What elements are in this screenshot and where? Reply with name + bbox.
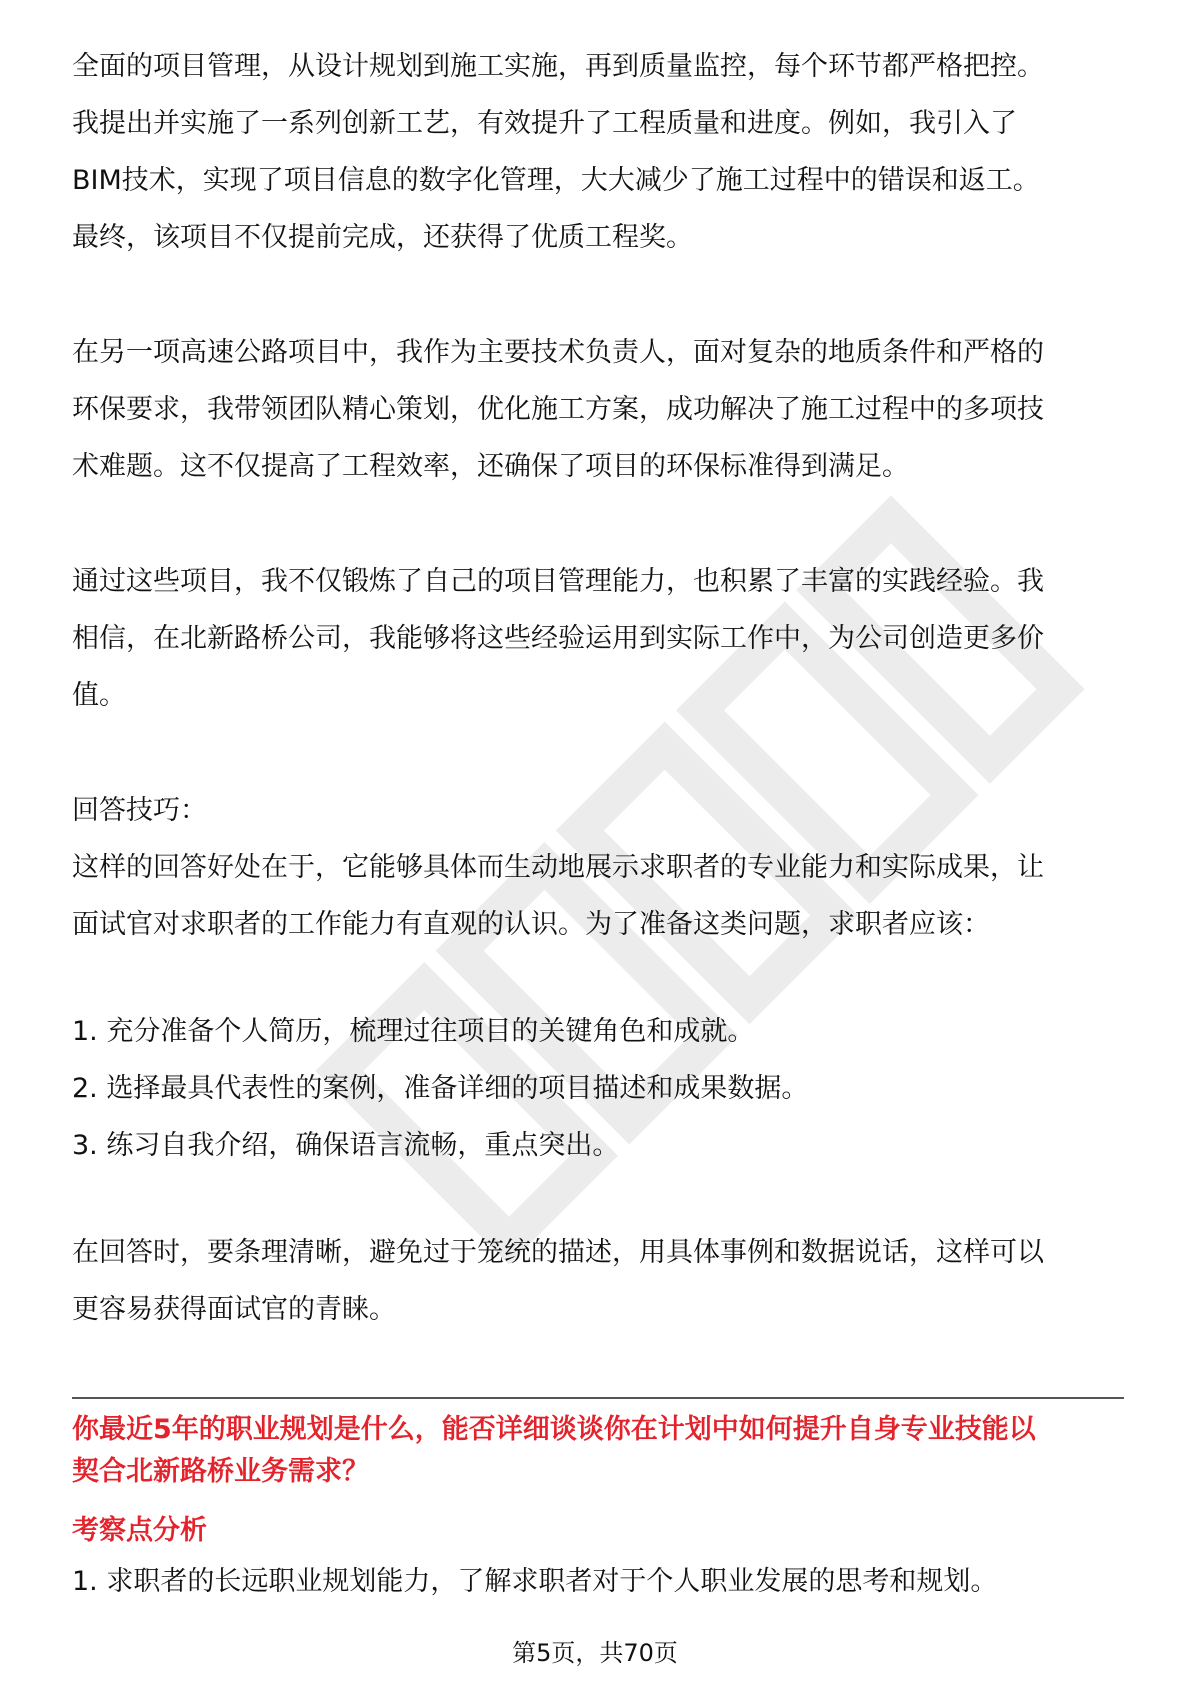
text-line: 更容易获得面试官的青睐。 xyxy=(72,1294,396,1325)
text-line: 这样的回答好处在于，它能够具体而生动地展示求职者的专业能力和实际成果，让 xyxy=(72,852,1044,883)
paragraph-highway-project xyxy=(72,324,1132,495)
analysis-item: 1. 求职者的长远职业规划能力，了解求职者对于个人职业发展的思考和规划。 xyxy=(72,1566,998,1597)
list-item: 1. 充分准备个人简历，梳理过往项目的关键角色和成就。 xyxy=(72,1016,755,1047)
paragraph-experience-summary xyxy=(72,553,1132,724)
text-line: BIM技术，实现了项目信息的数字化管理，大大减少了施工过程中的错误和返工。 xyxy=(72,165,1040,196)
text-line: 值。 xyxy=(72,680,126,711)
paragraph-closing xyxy=(72,1224,1132,1338)
text-line: 在另一项高速公路项目中，我作为主要技术负责人，面对复杂的地质条件和严格的 xyxy=(72,337,1044,368)
list-item: 3. 练习自我介绍，确保语言流畅，重点突出。 xyxy=(72,1130,620,1161)
text-line: 在回答时，要条理清晰，避免过于笼统的描述，用具体事例和数据说话，这样可以 xyxy=(72,1237,1044,1268)
text-line: 环保要求，我带领团队精心策划，优化施工方案，成功解决了施工过程中的多项技 xyxy=(72,394,1044,425)
paragraph-project-management xyxy=(72,38,1132,266)
list-item: 2. 选择最具代表性的案例，准备详细的项目描述和成果数据。 xyxy=(72,1073,809,1104)
text-line: 相信，在北新路桥公司，我能够将这些经验运用到实际工作中，为公司创造更多价 xyxy=(72,623,1044,654)
text-line: 通过这些项目，我不仅锻炼了自己的项目管理能力，也积累了丰富的实践经验。我 xyxy=(72,566,1044,597)
tips-list xyxy=(72,1003,1132,1174)
section-divider xyxy=(72,1397,1124,1399)
text-line: 我提出并实施了一系列创新工艺，有效提升了工程质量和进度。例如，我引入了 xyxy=(72,108,1017,139)
interview-question xyxy=(72,1409,1132,1493)
body-content xyxy=(72,38,1132,1338)
text-line: 最终，该项目不仅提前完成，还获得了优质工程奖。 xyxy=(72,222,693,253)
text-line: 全面的项目管理，从设计规划到施工实施，再到质量监控，每个环节都严格把控。 xyxy=(72,51,1044,82)
analysis-heading: 考察点分析 xyxy=(72,1515,207,1546)
question-line: 契合北新路桥业务需求？ xyxy=(72,1456,369,1487)
paragraph-answer-tips xyxy=(72,782,1132,953)
text-line: 术难题。这不仅提高了工程效率，还确保了项目的环保标准得到满足。 xyxy=(72,451,909,482)
page-number: 第5页，共70页 xyxy=(512,1639,678,1667)
question-line: 你最近5年的职业规划是什么，能否详细谈谈你在计划中如何提升自身专业技能以 xyxy=(72,1414,1036,1445)
text-line: 面试官对求职者的工作能力有直观的认识。为了准备这类问题，求职者应该： xyxy=(72,909,990,940)
tips-heading: 回答技巧： xyxy=(72,795,207,826)
